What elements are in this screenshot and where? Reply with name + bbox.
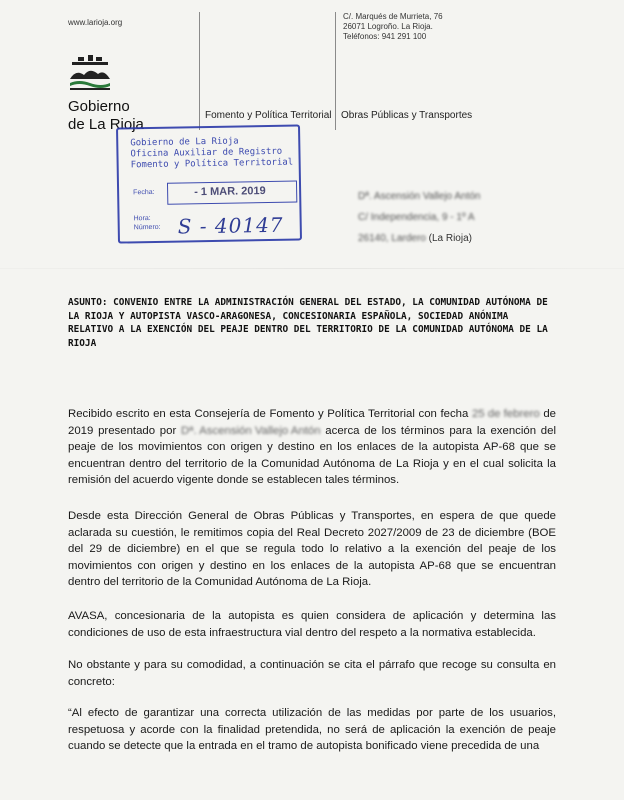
registry-stamp	[116, 124, 302, 243]
recipient-city-code: 26140, Lardero	[358, 233, 426, 244]
subject-heading: ASUNTO: CONVENIO ENTRE LA ADMINISTRACIÓN GENERAL DEL ESTADO, LA COMUNIDAD AUTÓNOMA DE LA RIOJA Y AUTOPISTA VASCO-ARAGONESA, CONCESIONARIA ESPAÑOLA, SOCIEDAD ANÓNIMA RELATIVO A LA EXENCIÓN DEL PEAJE DENTRO DEL TERRITORIO DE LA COMUNIDAD AUTÓNOMA DE LA RIOJA	[68, 297, 548, 349]
stamp-hora-label: Hora:	[133, 215, 151, 223]
paragraph-5-quote: “Al efecto de garantizar una correcta utilización de las medidas por parte de los usuarios, respetuosa y acorde con la finalidad pretendida, no será de aplicación la exención de peaje cuando se detecte que la entrada en el tramo de autopista bonificado viene precedida de una	[68, 707, 556, 752]
paper-fold	[0, 268, 624, 269]
paragraph-3: AVASA, concesionaria de la autopista es quien considera de aplicación y determina las condiciones de uso de esta infraestructura vial dentro del respeto a la normativa establecida.	[68, 610, 556, 639]
divider	[199, 12, 200, 130]
paragraph-1	[68, 406, 556, 489]
stamp-line: Oficina Auxiliar de Registro	[130, 146, 283, 160]
gobierno-rioja-logo-icon	[68, 55, 112, 91]
stamp-date: - 1 MAR. 2019	[194, 185, 266, 199]
address-line: Teléfonos: 941 291 100	[343, 32, 427, 41]
paragraph-1-text-c: acerca de los términos para la exención del peaje de los movimientos con origen y destino en los enlaces de la autopista AP-68 que se encuentran dentro del territorio de la Comunidad Autónoma de La Rioja y en el cual solicita la remisión del acuerdo vigente donde se establecen tales términos.	[68, 424, 557, 486]
paragraph-2: Desde esta Dirección General de Obras Públicas y Transportes, en espera de que quede aclarada su cuestión, le remitimos copia del Real Decreto 2027/2009 de 23 de diciembre (BOE del 29 de diciembre) en el que se regula todo lo relativo a la exención del peaje de los movimientos con origen y destino en los enlaces de la autopista AP-68 que se encuentran dentro del territorio de la Comunidad Autónoma de La Rioja.	[68, 510, 556, 588]
recipient-address	[358, 186, 480, 249]
recipient-street: C/ Independencia, 9 - 1º A	[358, 212, 475, 223]
stamp-line: Gobierno de La Rioja	[130, 136, 239, 149]
stamp-date-box	[167, 180, 297, 204]
government-name-line: de La Rioja	[68, 116, 144, 133]
paragraph-4: No obstante y para su comodidad, a continuación se cita el párrafo que recoge su consulta en concreto:	[68, 659, 556, 688]
recipient-name: Dª. Ascensión Vallejo Antón	[358, 191, 481, 202]
paragraph-1-text-b: de 2019 presentado por	[68, 408, 556, 437]
stamp-line: Fomento y Política Territorial	[130, 157, 294, 171]
redacted-name: Dª. Ascensión Vallejo Antón	[181, 424, 321, 437]
divider	[335, 12, 336, 130]
address-line: 26071 Logroño. La Rioja.	[343, 22, 433, 31]
paragraph-1-text-a: Recibido escrito en esta Consejería de Fomento y Política Territorial con fecha	[68, 408, 469, 420]
handwritten-registry-number: S - 40147	[177, 212, 284, 239]
stamp-numero-label: Número:	[133, 223, 161, 232]
address-line: C/. Marqués de Murrieta, 76	[343, 12, 443, 21]
government-name-line: Gobierno	[68, 98, 130, 115]
recipient-region: (La Rioja)	[428, 233, 472, 244]
stamp-fecha-label: Fecha:	[133, 188, 155, 197]
redacted-date: 25 de febrero	[471, 408, 540, 420]
office-address	[343, 12, 443, 42]
recipient-city-line	[358, 228, 480, 249]
department-fomento: Fomento y Política Territorial	[205, 110, 332, 121]
website-url: www.larioja.org	[68, 18, 123, 27]
department-obras-publicas: Obras Públicas y Transportes	[341, 110, 473, 121]
